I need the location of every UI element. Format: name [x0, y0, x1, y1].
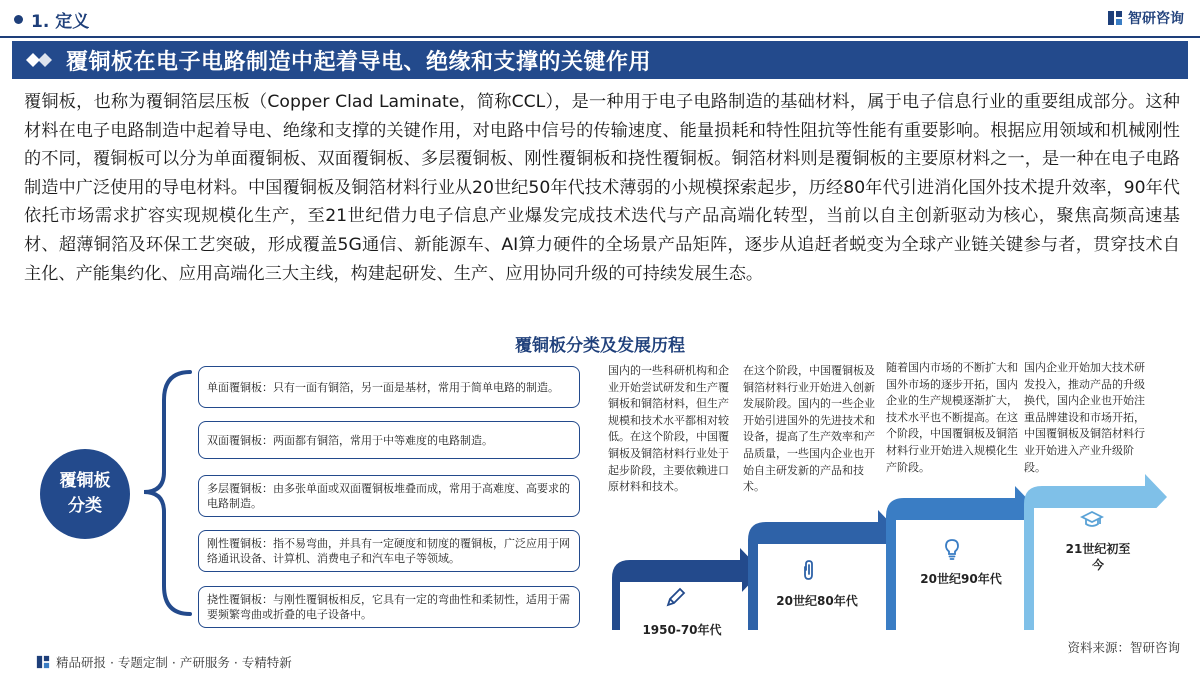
type-double-sided-text: 双面覆铜板：两面都有铜箔，常用于中等难度的电路制造。 — [207, 433, 493, 447]
type-rigid-text: 刚性覆铜板：指不易弯曲，并具有一定硬度和韧度的覆铜板，广泛应用于网络通讯设备、计算机、消费电子和汽车电子等领域。 — [207, 537, 570, 565]
paperclip-icon — [798, 558, 822, 582]
classification-label-line1: 覆铜板 — [59, 471, 111, 491]
footer-services — [36, 653, 292, 671]
zhiyan-logo-icon — [1107, 10, 1123, 26]
type-multilayer-text: 多层覆铜板：由多张单面或双面覆铜板堆叠而成，常用于高难度、高要求的电路制造。 — [207, 482, 570, 510]
classification-label-line2: 分类 — [68, 496, 102, 516]
stage-1-era: 1950-70年代 — [642, 623, 722, 637]
type-single-sided — [198, 366, 580, 408]
brand-logo — [1107, 8, 1184, 28]
type-flexible-text: 挠性覆铜板：与刚性覆铜板相反，它具有一定的弯曲性和柔韧性，适用于需要频繁弯曲或折叠的电子设备中。 — [207, 593, 570, 621]
stage-4-text: 国内企业开始加大技术研发投入，推动产品的升级换代，国内企业也开始注重品牌建设和市场开拓，中国覆铜板及铜箔材料行业开始进入产业升级阶段。 — [1024, 361, 1145, 474]
classification-circle — [40, 449, 130, 539]
graduation-cap-icon — [1080, 508, 1104, 532]
footer-source: 资料来源：智研咨询 — [1067, 640, 1180, 655]
pen-icon — [664, 585, 688, 609]
diagram-title: 覆铜板分类及发展历程 — [515, 336, 685, 356]
banner-title: 覆铜板在电子电路制造中起着导电、绝缘和支撑的关键作用 — [66, 49, 652, 75]
section-bullet-icon — [14, 15, 23, 24]
footer-services-text: 精品研报 · 专题定制 · 产研服务 · 专精特新 — [56, 655, 292, 670]
section-title-text: 1. 定义 — [31, 12, 90, 32]
stage-3-text: 随着国内市场的不断扩大和国外市场的逐步开拓，国内企业的生产规模逐渐扩大，技术水平也不断提高。在这个阶段，中国覆铜板及铜箔材料行业开始进入规模化生产阶段。 — [886, 361, 1018, 474]
zhiyan-logo-icon — [36, 655, 50, 669]
header-rule — [0, 36, 1200, 38]
type-flexible — [198, 586, 580, 628]
lightbulb-icon — [940, 537, 964, 561]
stage-4-era: 21世纪初至今 — [1065, 542, 1131, 572]
intro-paragraph: 覆铜板，也称为覆铜箔层压板（Copper Clad Laminate，简称CCL），是一种用于电子电路制造的基础材料，属于电子信息行业的重要组成部分。这种材料在电子电路制造中起着导电、绝缘和支撑的关键作用，对电路中信号的传输速度、能量损耗和特性阻抗等性能有重要影响。根据应用领域和机械刚性的不同，覆铜板可以分为单面覆铜板、双面覆铜板、多层覆铜板、刚性覆铜板和挠性覆铜板。铜箔材料则是覆铜板的主要原材料之一，是一种在电子电路制造中广泛使用的导电材料。中国覆铜板及铜箔材料行业从20世纪50年代技术薄弱的小规模探索起步，历经80年代引进消化国外技术提升效率，90年代依托市场需求扩容实现规模化生产，至21世纪借力电子信息产业爆发完成技术迭代与产品高端化转型，当前以自主创新驱动为核心，聚焦高频高速基材、超薄铜箔及环保工艺突破，形成覆盖5G通信、新能源车、AI算力硬件的全场景产品矩阵，逐步从追赶者蜕变为全球产业链关键参与者，贯穿技术自主化、产能集约化、应用高端化三大主线，构建起研发、生产、应用协同升级的可持续发展生态。 — [24, 92, 1180, 284]
stage-1-text: 国内的一些科研机构和企业开始尝试研发和生产覆铜板和铜箔材料，但生产规模和技术水平都相对较低。在这个阶段，中国覆铜板及铜箔材料行业处于起步阶段，主要依赖进口原材料和技术。 — [608, 364, 729, 494]
footer — [0, 640, 1200, 674]
double-diamond-icon — [22, 50, 62, 70]
stage-2-era: 20世纪80年代 — [776, 594, 858, 608]
classification-brace — [138, 360, 198, 625]
title-banner — [12, 41, 1188, 79]
type-multilayer — [198, 475, 580, 517]
stage-2-text: 在这个阶段，中国覆铜板及铜箔材料行业开始进入创新发展阶段。国内的一些企业开始引进国外的先进技术和设备，提高了生产效率和产品质量，一些国内企业也开始自主研发新的产品和技术。 — [743, 364, 875, 494]
type-rigid — [198, 530, 580, 572]
brand-name: 智研咨询 — [1128, 11, 1184, 27]
type-double-sided — [198, 421, 580, 459]
type-single-sided-text: 单面覆铜板：只有一面有铜箔，另一面是基材，常用于简单电路的制造。 — [207, 380, 559, 394]
stage-3-era: 20世纪90年代 — [920, 572, 1002, 586]
section-title — [14, 7, 89, 32]
